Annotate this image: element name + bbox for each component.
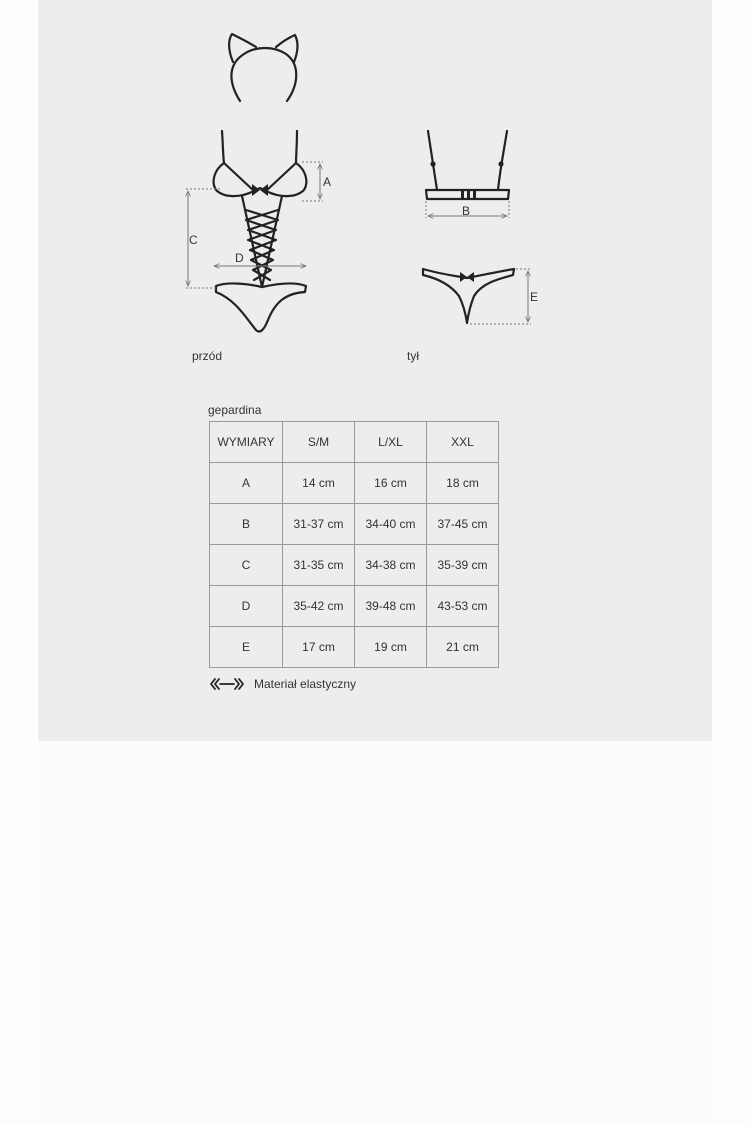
table-row xyxy=(210,586,499,627)
table-cell: 34-40 cm xyxy=(355,504,427,545)
table-cell: 19 cm xyxy=(355,627,427,668)
dimension-cell: A xyxy=(210,463,283,504)
table-cell: 31-37 cm xyxy=(283,504,355,545)
front-teddy-drawing xyxy=(214,131,307,332)
back-dimension-labels xyxy=(462,204,538,304)
svg-text:B: B xyxy=(462,204,471,218)
table-cell: 16 cm xyxy=(355,463,427,504)
svg-text:C: C xyxy=(189,233,198,247)
front-bow-icon xyxy=(252,184,268,196)
header-cell: L/XL xyxy=(355,422,427,463)
table-cell: 39-48 cm xyxy=(355,586,427,627)
table-row xyxy=(210,545,499,586)
header-cell: XXL xyxy=(427,422,499,463)
table-cell: 17 cm xyxy=(283,627,355,668)
legend xyxy=(209,676,356,692)
back-bra-hardware xyxy=(430,161,503,198)
table-cell: 21 cm xyxy=(427,627,499,668)
table-cell: 31-35 cm xyxy=(283,545,355,586)
legend-label: Materiał elastyczny xyxy=(254,677,357,691)
table-cell: 35-39 cm xyxy=(427,545,499,586)
back-bow-icon xyxy=(460,272,474,282)
model-name: gepardina xyxy=(208,403,262,417)
svg-text:A: A xyxy=(323,175,332,189)
dimension-cell: C xyxy=(210,545,283,586)
header-cell: WYMIARY xyxy=(210,422,283,463)
svg-text:E: E xyxy=(530,290,539,304)
front-view-caption: przód xyxy=(192,349,223,363)
header-cell: S/M xyxy=(283,422,355,463)
dimension-cell: B xyxy=(210,504,283,545)
table-cell: 37-45 cm xyxy=(427,504,499,545)
table-header-row xyxy=(210,422,499,463)
back-bra-drawing xyxy=(426,131,509,199)
elastic-material-icon xyxy=(209,677,245,691)
dimension-cell: D xyxy=(210,586,283,627)
table-row xyxy=(210,504,499,545)
svg-text:D: D xyxy=(235,251,244,265)
table-cell: 34-38 cm xyxy=(355,545,427,586)
dimension-cell: E xyxy=(210,627,283,668)
size-table xyxy=(209,421,499,668)
back-view-caption: tył xyxy=(407,349,419,363)
table-cell: 35-42 cm xyxy=(283,586,355,627)
table-cell: 18 cm xyxy=(427,463,499,504)
table-cell: 43-53 cm xyxy=(427,586,499,627)
table-row xyxy=(210,627,499,668)
headband-drawing xyxy=(229,34,297,101)
table-cell: 14 cm xyxy=(283,463,355,504)
blank-area xyxy=(38,741,712,1125)
back-dimension-lines xyxy=(426,201,531,324)
table-row xyxy=(210,463,499,504)
